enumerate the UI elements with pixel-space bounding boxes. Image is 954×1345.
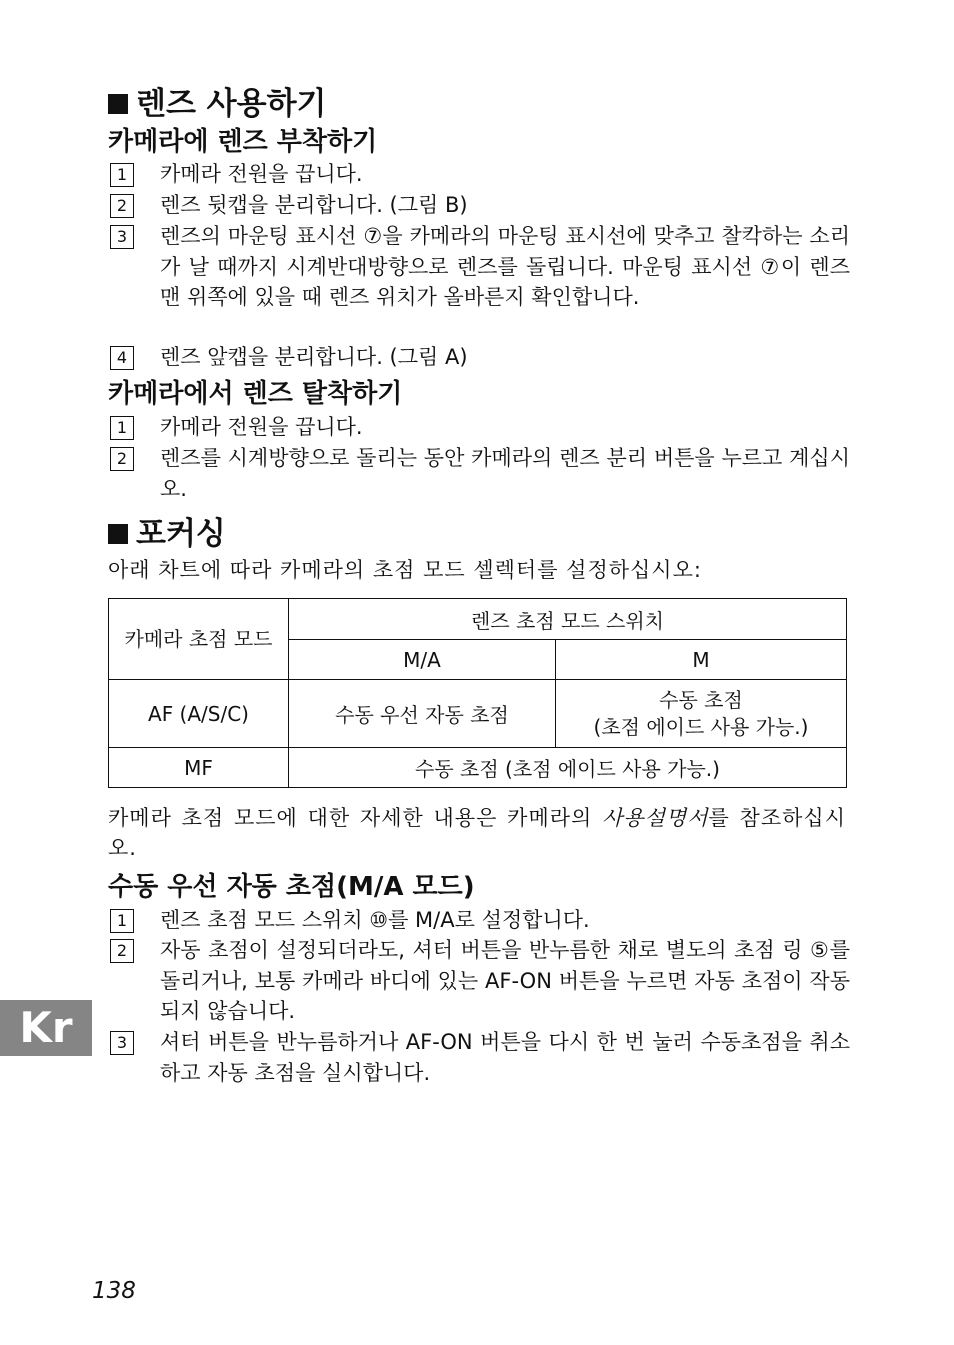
step-number: 4 [110, 346, 134, 370]
focus-mode-table [108, 598, 847, 788]
step-text: 렌즈를 시계방향으로 돌리는 동안 카메라의 렌즈 분리 버튼을 누르고 계십시오. [160, 446, 850, 501]
black-square-icon [108, 524, 128, 544]
step-text: 렌즈의 마운팅 표시선 ⑦을 카메라의 마운팅 표시선에 맞추고 찰칵하는 소리가 날 때까지 시계반대방향으로 렌즈를 돌립니다. 마운팅 표시선 ⑦이 렌즈 맨 위쪽에 있을 때 렌즈 위치가 올바른지 확인합니다. [160, 224, 850, 309]
step-number: 3 [110, 225, 134, 249]
step-text: 렌즈 초점 모드 스위치 ⑩를 M/A로 설정합니다. [160, 908, 590, 932]
black-square-icon [108, 94, 128, 114]
step-number: 1 [110, 909, 134, 933]
step-text: 카메라 전원을 끕니다. [160, 162, 363, 186]
ma-step-3 [110, 1027, 850, 1088]
detach-step-2 [110, 443, 850, 504]
table-group-header: 렌즈 초점 모드 스위치 [289, 599, 847, 640]
step-number: 3 [110, 1031, 134, 1055]
table-corner-header: 카메라 초점 모드 [109, 599, 289, 680]
table-row-af-ma: 수동 우선 자동 초점 [289, 680, 556, 748]
focus-note-text-end: 를 참조하십시오. [108, 806, 846, 860]
table-row-mf-mode: MF [109, 748, 289, 788]
step-number: 2 [110, 194, 134, 218]
table-row-af-m [556, 680, 847, 748]
table-row-af-mode: AF (A/S/C) [109, 680, 289, 748]
table-row-af-m-line1: 수동 초점 [659, 687, 743, 712]
section-title-lens [108, 86, 326, 122]
table-row-af-m-line2: (초점 에이드 사용 가능.) [593, 714, 809, 739]
step-text: 자동 초점이 설정되더라도, 셔터 버튼을 반누름한 채로 별도의 초점 링 ⑤를 돌리거나, 보통 카메라 바디에 있는 AF-ON 버튼을 누르면 자동 초점이 작동되지 않습니다. [160, 938, 850, 1023]
subsection-title-ma: 수동 우선 자동 초점(M/A 모드) [108, 872, 475, 902]
table-col-m: M [556, 640, 847, 680]
step-text: 카메라 전원을 끕니다. [160, 415, 363, 439]
step-text: 셔터 버튼을 반누름하거나 AF-ON 버튼을 다시 한 번 눌러 수동초점을 취소하고 자동 초점을 실시합니다. [160, 1030, 850, 1085]
attach-step-1 [110, 159, 850, 190]
attach-step-2 [110, 190, 850, 221]
ma-step-1 [110, 905, 850, 936]
subsection-title-attach: 카메라에 렌즈 부착하기 [108, 127, 378, 157]
table-col-ma: M/A [289, 640, 556, 680]
language-tab: Kr [0, 1000, 92, 1056]
focus-intro: 아래 차트에 따라 카메라의 초점 모드 셀렉터를 설정하십시오: [108, 558, 702, 582]
attach-step-4 [110, 342, 850, 373]
section-title-focus [108, 516, 226, 552]
attach-step-3 [110, 221, 850, 313]
ma-step-2 [110, 935, 850, 1027]
step-number: 1 [110, 416, 134, 440]
subsection-title-detach: 카메라에서 렌즈 탈착하기 [108, 379, 403, 409]
detach-step-1 [110, 412, 850, 443]
focus-note-text: 카메라 초점 모드에 대한 자세한 내용은 카메라의 [108, 806, 603, 830]
section-title-lens-text: 렌즈 사용하기 [136, 86, 327, 122]
step-number: 2 [110, 939, 134, 963]
table-row-mf-value: 수동 초점 (초점 에이드 사용 가능.) [289, 748, 847, 788]
step-text: 렌즈 앞캡을 분리합니다. (그림 A) [160, 345, 468, 369]
focus-note [108, 803, 846, 863]
step-text: 렌즈 뒷캡을 분리합니다. (그림 B) [160, 193, 468, 217]
manual-reference: 사용설명서 [602, 806, 709, 830]
page-number: 138 [92, 1278, 136, 1304]
section-title-focus-text: 포커싱 [136, 516, 226, 552]
step-number: 1 [110, 163, 134, 187]
step-number: 2 [110, 447, 134, 471]
